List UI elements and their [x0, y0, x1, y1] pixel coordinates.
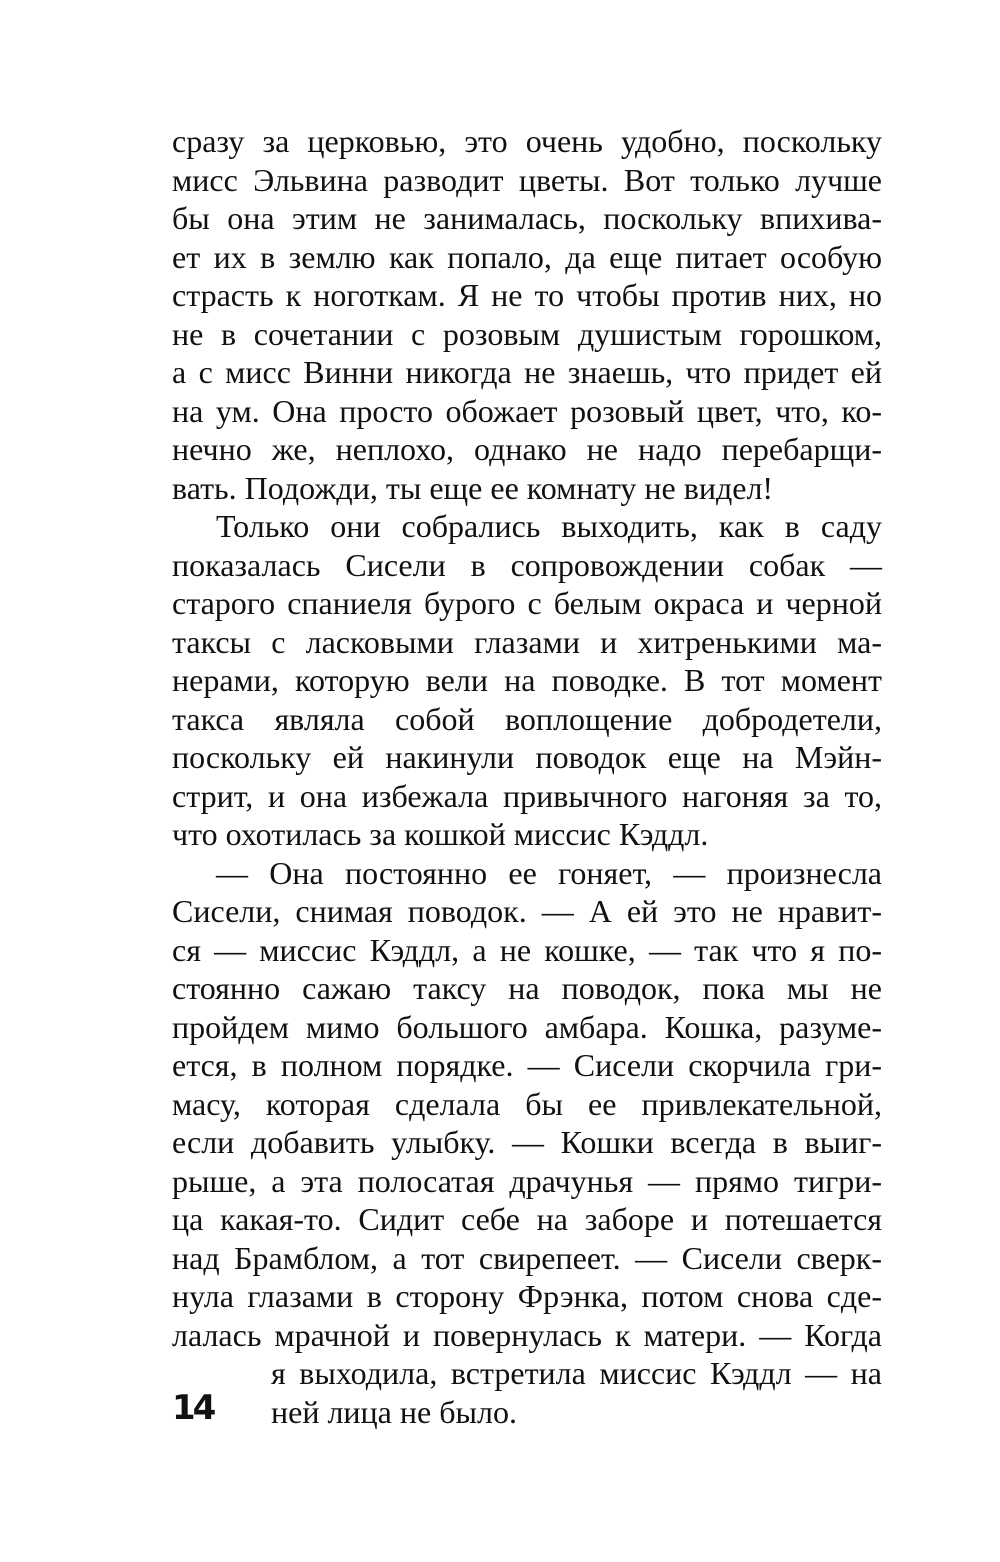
text-line: бы она этим не занималась, поскольку впихива- [172, 200, 882, 236]
text-line: нула глазами в сторону Фрэнка, потом снова сде- [172, 1278, 882, 1314]
text-line: над Брамблом, а тот свирепеет. — Сисели сверк- [172, 1239, 882, 1276]
text-line: на ум. Она просто обожает розовый цвет, что, ко- [172, 392, 882, 429]
text-line: что охотилась за кошкой миссис Кэддл. [172, 816, 709, 852]
text-line: ца какая-то. Сидит себе на заборе и потешается [172, 1201, 882, 1237]
text-line: страсть к ноготкам. Я не то чтобы против них, но [172, 277, 882, 313]
text-line: не в сочетании с розовым душистым горошком, [172, 315, 882, 352]
text-line: масу, которая сделала бы ее привлекательной, [172, 1085, 882, 1122]
text-line: такса являла собой воплощение добродетели, [172, 700, 882, 737]
text-line: мисс Эльвина разводит цветы. Вот только лучше [172, 161, 882, 198]
text-line: стрит, и она избежала привычного нагоняя за то, [172, 777, 882, 814]
page-number: 14 [172, 1388, 214, 1428]
text-line: лалась мрачной и повернулась к матери. — Когда [172, 1316, 882, 1353]
text-line: рыше, а эта полосатая драчунья — прямо тигри- [172, 1162, 882, 1199]
text-line: старого спаниеля бурого с белым окраса и черной [172, 585, 882, 621]
text-line: вать. Подожди, ты еще ее комнату не видел! [172, 469, 774, 506]
text-line: я выходила, встретила миссис Кэддл — на [271, 1355, 882, 1391]
text-line: нечно же, неплохо, однако не надо перебарщи- [172, 431, 882, 467]
text-line: Сисели, снимая поводок. — А ей это не нравит- [172, 893, 882, 929]
body-text [172, 122, 882, 1431]
text-line: показалась Сисели в сопровождении собак — [172, 546, 882, 583]
text-line: если добавить улыбку. — Кошки всегда в выиг- [172, 1124, 882, 1160]
paragraph-1 [172, 122, 882, 507]
text-line: поскольку ей накинули поводок еще на Мэйн- [172, 739, 882, 775]
text-line: ней лица не было. [271, 1393, 517, 1430]
text-line: сразу за церковью, это очень удобно, поскольку [172, 123, 882, 159]
text-line: нерами, которую вели на поводке. В тот момент [172, 662, 882, 698]
text-line: таксы с ласковыми глазами и хитренькими ма- [172, 623, 882, 660]
text-line: ся — миссис Кэддл, а не кошке, — так что я по- [172, 931, 882, 968]
text-line: — Она постоянно ее гоняет, — произнесла [216, 854, 882, 891]
text-line: Только они собрались выходить, как в саду [216, 508, 882, 544]
paragraph-2 [172, 507, 882, 854]
text-line: ется, в полном порядке. — Сисели скорчила гри- [172, 1047, 882, 1083]
text-line: пройдем мимо большого амбара. Кошка, разуме- [172, 1008, 882, 1045]
text-line: стоянно сажаю таксу на поводок, пока мы не [172, 970, 882, 1006]
paragraph-3 [172, 854, 882, 1432]
text-line: ет их в землю как попало, да еще питает особую [172, 238, 882, 275]
text-line: а с мисс Винни никогда не знаешь, что придет ей [172, 354, 882, 390]
